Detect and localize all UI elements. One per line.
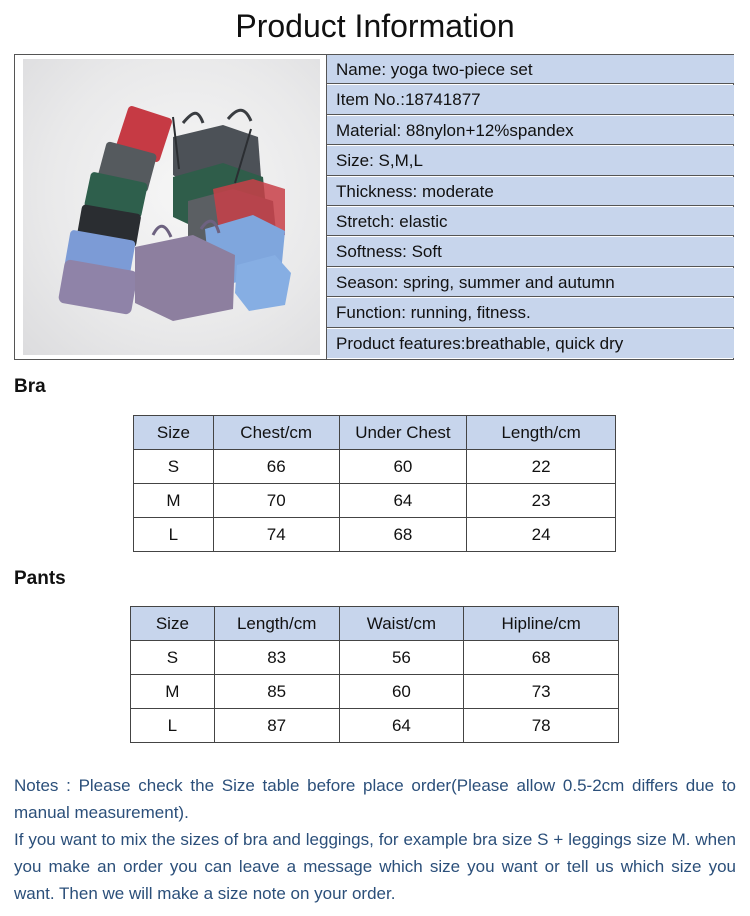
table-cell: 64 [339,709,464,743]
table-row [131,675,619,709]
info-row-softness: Softness: Soft [327,237,734,266]
column-header: Length/cm [467,416,616,450]
yoga-set-image [23,59,320,355]
table-row [134,450,616,484]
table-cell: 74 [213,518,339,552]
pants-section-label: Pants [14,568,66,589]
info-row-size: Size: S,M,L [327,146,734,175]
info-row-name: Name: yoga two-piece set [327,55,734,84]
table-cell: M [134,484,214,518]
table-header-row [131,607,619,641]
info-row-thickness: Thickness: moderate [327,177,734,206]
table-cell: M [131,675,215,709]
column-header: Under Chest [339,416,467,450]
table-cell: 64 [339,484,467,518]
table-cell: 60 [339,450,467,484]
table-row [131,709,619,743]
table-cell: 73 [464,675,619,709]
product-info-list [326,55,734,359]
table-cell: 78 [464,709,619,743]
table-cell: 60 [339,675,464,709]
table-header-row [134,416,616,450]
table-cell: S [131,641,215,675]
table-cell: 66 [213,450,339,484]
table-row [131,641,619,675]
table-cell: 85 [214,675,339,709]
column-header: Size [131,607,215,641]
column-header: Chest/cm [213,416,339,450]
bra-section-label: Bra [14,376,46,397]
column-header: Hipline/cm [464,607,619,641]
notes-paragraph: Notes : Please check the Size table before place order(Please allow 0.5-2cm differs due to manual measurement). [14,776,736,822]
table-cell: 68 [464,641,619,675]
product-photo [23,59,320,355]
table-cell: 83 [214,641,339,675]
notes-block [14,772,736,907]
page-title: Product Information [235,8,515,44]
column-header: Length/cm [214,607,339,641]
column-header: Waist/cm [339,607,464,641]
info-row-function: Function: running, fitness. [327,298,734,327]
info-row-stretch: Stretch: elastic [327,207,734,236]
table-cell: 68 [339,518,467,552]
table-row [134,518,616,552]
product-info-box [14,54,734,360]
column-header: Size [134,416,214,450]
table-row [134,484,616,518]
notes-paragraph: If you want to mix the sizes of bra and leggings, for example bra size S + leggings size M. when you make an order you can leave a message which size you want or tell us which size you want. Then we will make a size note on your order. [14,830,736,903]
bra-size-table [133,415,616,552]
table-cell: 22 [467,450,616,484]
table-cell: 87 [214,709,339,743]
table-cell: 23 [467,484,616,518]
table-cell: 56 [339,641,464,675]
info-row-item-no: Item No.:18741877 [327,85,734,114]
info-row-season: Season: spring, summer and autumn [327,268,734,297]
pants-size-table [130,606,619,743]
table-cell: L [134,518,214,552]
info-row-features: Product features:breathable, quick dry [327,329,734,358]
table-cell: S [134,450,214,484]
info-row-material: Material: 88nylon+12%spandex [327,116,734,145]
table-cell: L [131,709,215,743]
table-cell: 24 [467,518,616,552]
table-cell: 70 [213,484,339,518]
